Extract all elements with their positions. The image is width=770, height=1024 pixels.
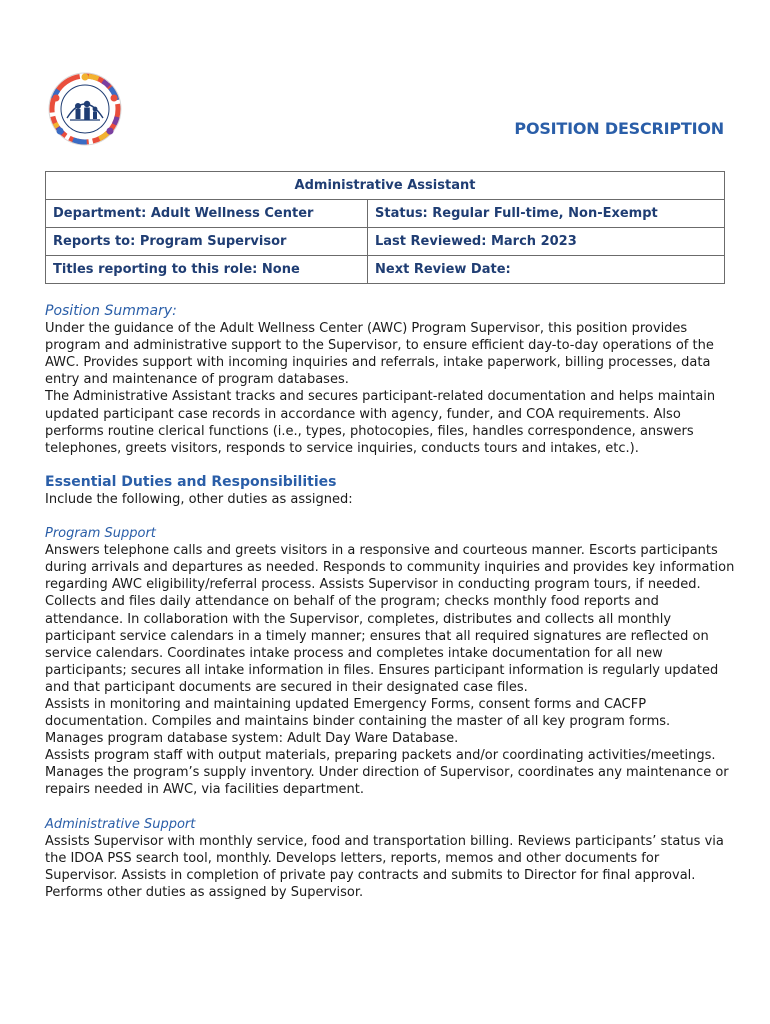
department-cell: Department: Adult Wellness Center	[46, 200, 368, 228]
program-support-paragraph: Collects and files daily attendance on behalf of the program; checks monthly food reports and attendance. In collaboration with the Supervisor, completes, distributes and collects all monthly participant service calendars in a timely manner; ensures that all required signatures are reflected on service calendars. Coordinates intake process and completes intake documentation for all new participants; secures all intake information in files. Ensures participant information is regularly updated and that participant documents are secured in their designated case files.	[45, 594, 719, 695]
table-row	[46, 200, 725, 228]
program-support-paragraph: Manages program database system: Adult Day Ware Database.	[45, 731, 459, 747]
status-cell: Status: Regular Full-time, Non-Exempt	[368, 200, 725, 228]
program-support-heading: Program Support	[45, 526, 156, 542]
table-row	[46, 228, 725, 256]
table-row	[46, 172, 725, 200]
position-title-cell: Administrative Assistant	[46, 172, 725, 200]
administrative-support-paragraph: Assists Supervisor with monthly service, food and transportation billing. Reviews participants’ status via the IDOA PSS search tool, monthly. Develops letters, reports, memos and other documents for Supervisor. Assists in completion of private pay contracts and submits to Director for final approval. Performs other duties as assigned by Supervisor.	[45, 833, 724, 900]
essential-duties-heading: Essential Duties and Responsibilities	[45, 473, 337, 490]
program-support-paragraph: Assists program staff with output materials, preparing packets and/or coordinating activities/meetings. Manages the program’s supply inventory. Under direction of Supervisor, coordinates any maintenance or repairs needed in AWC, via facilities department.	[45, 748, 729, 798]
table-row	[46, 256, 725, 284]
titles-reporting-cell: Titles reporting to this role: None	[46, 256, 368, 284]
administrative-support-heading: Administrative Support	[45, 816, 196, 832]
summary-paragraph: Under the guidance of the Adult Wellness Center (AWC) Program Supervisor, this position provides program and administrative support to the Supervisor, to ensure efficient day-to-day operations of the AWC. Provides support with incoming inquiries and referrals, intake paperwork, billing processes, data entry and maintenance of program databases.	[45, 321, 714, 388]
position-summary-heading: Position Summary:	[45, 303, 177, 319]
document-title: POSITION DESCRIPTION	[514, 119, 724, 138]
reports-to-cell: Reports to: Program Supervisor	[46, 228, 368, 256]
program-support-paragraph: Assists in monitoring and maintaining updated Emergency Forms, consent forms and CACFP documentation. Compiles and maintains binder containing the master of all key program forms.	[45, 696, 671, 730]
program-support-paragraph: Answers telephone calls and greets visitors in a responsive and courteous manner. Escorts participants during arrivals and departures as needed. Responds to community inquiries and provides key information regarding AWC eligibility/referral process. Assists Supervisor in conducting program tours, if needed.	[45, 543, 735, 593]
document-body	[45, 303, 735, 901]
organization-logo	[44, 68, 126, 150]
summary-paragraph: The Administrative Assistant tracks and secures participant-related documentation and helps maintain updated participant case records in accordance with agency, funder, and COA requirements. Also performs routine clerical functions (i.e., types, photocopies, files, handles correspondence, answers telephones, greets visitors, responds to service inquiries, conducts tours and intakes, etc.).	[45, 389, 716, 456]
next-review-date-cell: Next Review Date:	[368, 256, 725, 284]
last-reviewed-cell: Last Reviewed: March 2023	[368, 228, 725, 256]
position-info-table	[45, 171, 725, 284]
duties-intro: Include the following, other duties as assigned:	[45, 491, 353, 507]
